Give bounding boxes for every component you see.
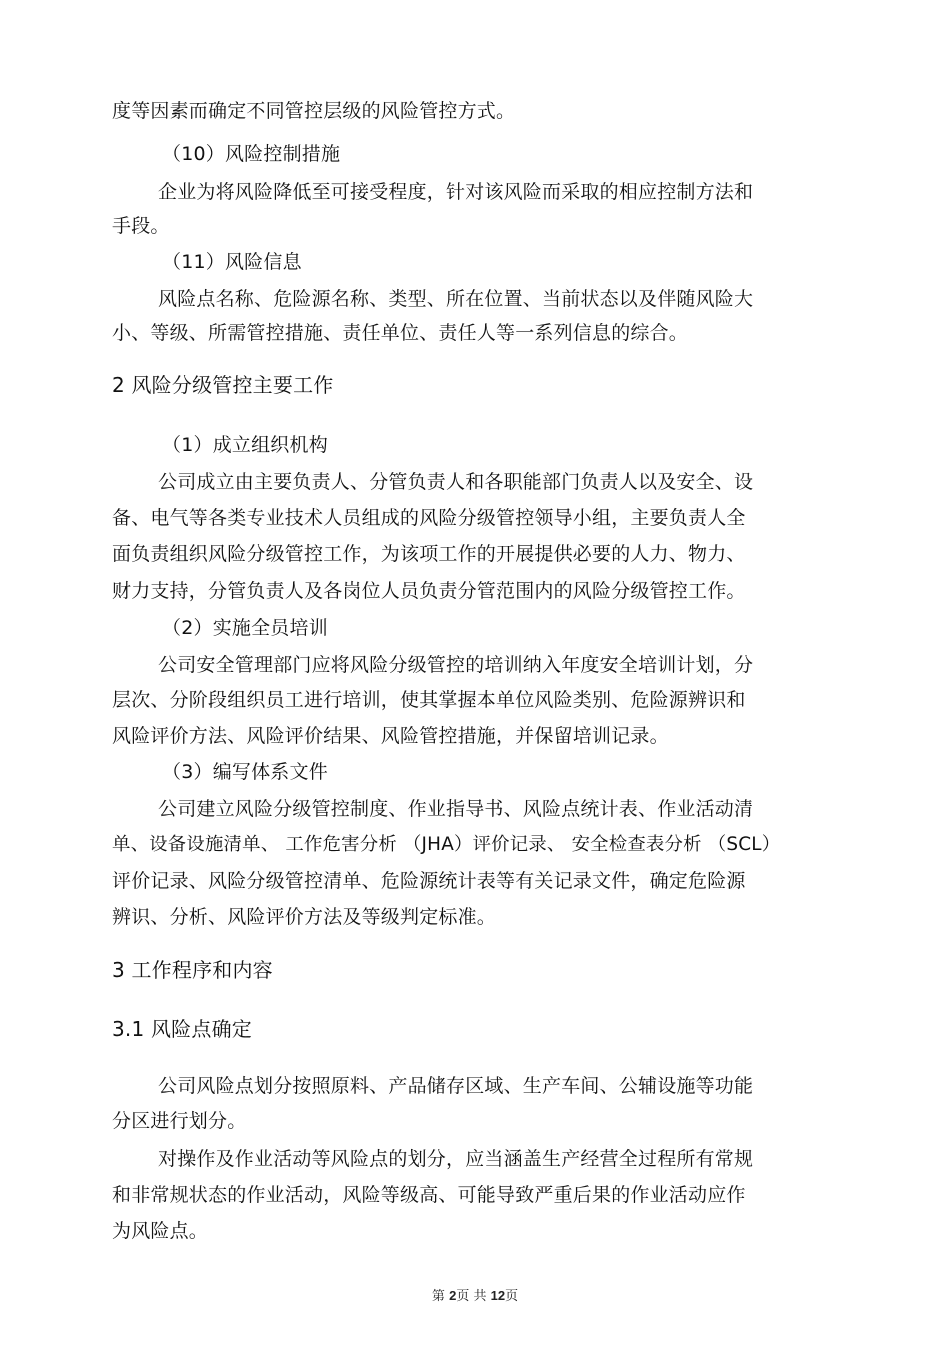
body-text-line: 度等因素而确定不同管控层级的风险管控方式。 xyxy=(112,100,516,122)
current-page-number: 2 xyxy=(449,1288,457,1303)
item-heading: （3）编写体系文件 xyxy=(162,761,328,783)
body-text-line: 公司安全管理部门应将风险分级管控的培训纳入年度安全培训计划，分 xyxy=(158,654,754,676)
body-text-line: 公司成立由主要负责人、分管负责人和各职能部门负责人以及安全、设 xyxy=(158,471,754,493)
section-heading: 2 风险分级管控主要工作 xyxy=(112,373,334,397)
body-text-line: 分区进行划分。 xyxy=(112,1110,247,1132)
subsection-heading: 3.1 风险点确定 xyxy=(112,1017,252,1041)
footer-suffix: 页 xyxy=(505,1289,519,1304)
body-text-line: 单、设备设施清单、 工作危害分析 （JHA）评价记录、 安全检查表分析 （SCL） xyxy=(112,834,781,855)
item-heading: （11）风险信息 xyxy=(162,251,302,273)
total-page-count: 12 xyxy=(490,1288,506,1303)
body-text-line: 层次、分阶段组织员工进行培训，使其掌握本单位风险类别、危险源辨识和 xyxy=(112,689,746,711)
body-text-line: 和非常规状态的作业活动，风险等级高、可能导致严重后果的作业活动应作 xyxy=(112,1184,746,1206)
footer-mid: 页 共 xyxy=(456,1289,487,1304)
footer-prefix: 第 xyxy=(431,1289,445,1304)
body-text-line: 辨识、分析、风险评价方法及等级判定标准。 xyxy=(112,906,497,928)
item-heading: （1）成立组织机构 xyxy=(162,434,328,456)
body-text-line: 备、电气等各类专业技术人员组成的风险分级管控领导小组，主要负责人全 xyxy=(112,507,746,529)
body-text-line: 公司风险点划分按照原料、产品储存区域、生产车间、公辅设施等功能 xyxy=(158,1075,754,1097)
body-text-line: 风险点名称、危险源名称、类型、所在位置、当前状态以及伴随风险大 xyxy=(158,288,754,310)
body-text-line: 风险评价方法、风险评价结果、风险管控措施，并保留培训记录。 xyxy=(112,725,669,747)
body-text-line: 为风险点。 xyxy=(112,1220,209,1242)
body-text-line: 企业为将风险降低至可接受程度，针对该风险而采取的相应控制方法和 xyxy=(158,181,754,203)
section-heading: 3 工作程序和内容 xyxy=(112,958,273,982)
item-heading: （2）实施全员培训 xyxy=(162,617,328,639)
body-text-line: 财力支持，分管负责人及各岗位人员负责分管范围内的风险分级管控工作。 xyxy=(112,580,746,602)
body-text-line: 公司建立风险分级管控制度、作业指导书、风险点统计表、作业活动清 xyxy=(158,798,754,820)
item-heading: （10）风险控制措施 xyxy=(162,143,341,165)
body-text-line: 小、等级、所需管控措施、责任单位、责任人等一系列信息的综合。 xyxy=(112,322,689,344)
body-text-line: 评价记录、风险分级管控清单、危险源统计表等有关记录文件，确定危险源 xyxy=(112,870,746,892)
body-text-line: 面负责组织风险分级管控工作，为该项工作的开展提供必要的人力、物力、 xyxy=(112,543,746,565)
body-text-line: 手段。 xyxy=(112,215,170,237)
body-text-line: 对操作及作业活动等风险点的划分，应当涵盖生产经营全过程所有常规 xyxy=(158,1148,754,1170)
page-footer xyxy=(0,1286,950,1307)
